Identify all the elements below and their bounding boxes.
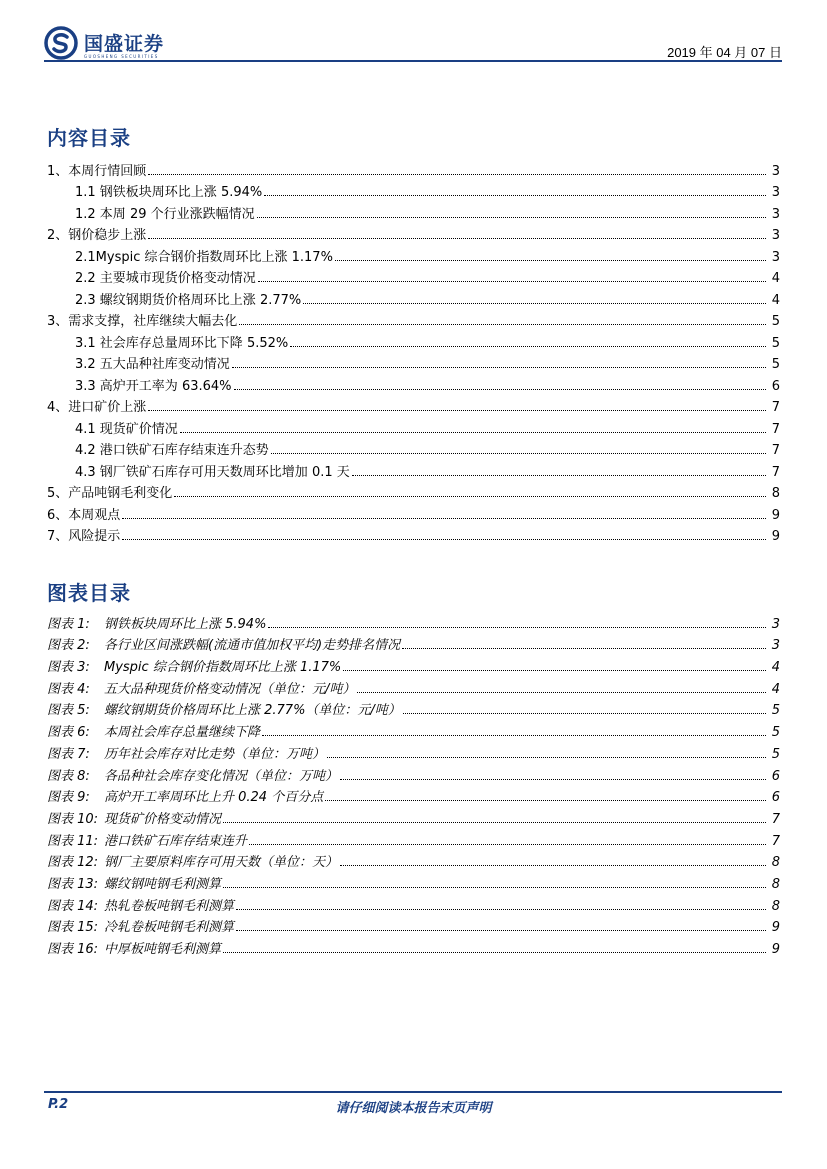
figure-dot-leader bbox=[402, 647, 766, 649]
toc-dot-leader bbox=[352, 474, 766, 476]
toc-entry-label: 1.2 本周 29 个行业涨跌幅情况 bbox=[75, 206, 255, 222]
toc-entry-page: 6 bbox=[771, 378, 780, 394]
figure-entry-page: 8 bbox=[771, 898, 780, 914]
figure-entry-page: 5 bbox=[771, 725, 780, 741]
report-date: 2019 年 04 月 07 日 bbox=[667, 45, 782, 60]
figure-entry[interactable] bbox=[47, 610, 780, 632]
figure-entry[interactable] bbox=[47, 827, 780, 849]
figure-entry-label: 钢铁板块周环比上涨 5.94% bbox=[104, 616, 267, 632]
figure-entry-label: 热轧卷板吨钢毛利测算 bbox=[104, 898, 235, 914]
header-divider bbox=[44, 60, 782, 62]
figure-entry-page: 8 bbox=[771, 876, 780, 892]
figure-entry-page: 7 bbox=[771, 811, 780, 827]
figure-entry-page: 4 bbox=[771, 660, 780, 676]
toc-entry[interactable] bbox=[47, 480, 780, 502]
toc-dot-leader bbox=[234, 388, 766, 390]
figure-entry-number: 图表 16: bbox=[47, 942, 99, 957]
logo-mark-icon bbox=[44, 26, 78, 60]
figure-dot-leader bbox=[223, 821, 766, 823]
toc-list bbox=[47, 157, 780, 544]
toc-entry[interactable] bbox=[47, 437, 780, 459]
toc-dot-leader bbox=[258, 280, 766, 282]
toc-entry-label: 3.2 五大品种社库变动情况 bbox=[75, 357, 230, 372]
toc-entry-page: 7 bbox=[771, 421, 780, 437]
toc-entry-page: 4 bbox=[771, 271, 780, 286]
figure-entry-label: 现货矿价格变动情况 bbox=[104, 811, 222, 827]
toc-entry-page: 3 bbox=[771, 206, 780, 222]
figure-dot-leader bbox=[262, 734, 766, 736]
toc-entry[interactable] bbox=[47, 458, 780, 480]
figure-dot-leader bbox=[223, 951, 766, 953]
toc-entry-page: 4 bbox=[771, 292, 780, 308]
page-number: P.2 bbox=[48, 1097, 69, 1112]
toc-dot-leader bbox=[148, 173, 766, 175]
figure-entry[interactable] bbox=[47, 653, 780, 675]
figure-entry[interactable] bbox=[47, 718, 780, 740]
toc-entry[interactable] bbox=[47, 329, 780, 351]
figure-entry-number: 图表 14: bbox=[47, 898, 99, 914]
figure-dot-leader bbox=[327, 756, 766, 758]
figure-entry-number: 图表 12: bbox=[47, 855, 99, 871]
toc-entry-label: 2.1Myspic 综合钢价指数周环比上涨 1.17% bbox=[75, 249, 333, 265]
toc-entry-page: 9 bbox=[771, 507, 780, 523]
toc-entry-page: 7 bbox=[771, 400, 780, 415]
toc-entry-page: 3 bbox=[771, 185, 780, 200]
figure-entry-number: 图表 10: bbox=[47, 811, 99, 827]
toc-entry-label: 6、本周观点 bbox=[47, 507, 121, 523]
figure-entry-label: 历年社会库存对比走势（单位：万吨） bbox=[104, 746, 326, 762]
toc-entry-page: 9 bbox=[771, 529, 780, 544]
figures-title: 图表目录 bbox=[47, 581, 131, 605]
toc-entry-label: 5、产品吨钢毛利变化 bbox=[47, 486, 173, 501]
figures-list bbox=[47, 610, 780, 957]
toc-dot-leader bbox=[148, 409, 766, 411]
figure-entry-label: 各品种社会库存变化情况（单位：万吨） bbox=[104, 768, 339, 784]
figure-entry-label: 螺纹钢期货价格周环比上涨 2.77%（单位：元/吨） bbox=[104, 703, 401, 719]
figure-entry[interactable] bbox=[47, 784, 780, 806]
figure-dot-leader bbox=[325, 799, 766, 801]
figure-entry-number: 图表 1: bbox=[47, 616, 90, 632]
toc-dot-leader bbox=[271, 452, 766, 454]
figure-entry-number: 图表 7: bbox=[47, 746, 90, 762]
figure-entry-number: 图表 2: bbox=[47, 638, 90, 654]
figure-entry[interactable] bbox=[47, 914, 780, 936]
toc-title: 内容目录 bbox=[47, 126, 131, 150]
figure-entry-page: 9 bbox=[771, 942, 780, 957]
figure-dot-leader bbox=[343, 669, 766, 671]
figure-entry-label: 五大品种现货价格变动情况（单位：元/吨） bbox=[104, 681, 356, 697]
toc-dot-leader bbox=[148, 237, 766, 239]
toc-entry-page: 3 bbox=[771, 228, 780, 243]
figure-entry[interactable] bbox=[47, 892, 780, 914]
toc-entry-page: 7 bbox=[771, 464, 780, 480]
figure-dot-leader bbox=[403, 712, 766, 714]
toc-dot-leader bbox=[122, 538, 766, 540]
toc-dot-leader bbox=[264, 194, 766, 196]
figure-dot-leader bbox=[340, 778, 766, 780]
figure-dot-leader bbox=[357, 691, 766, 693]
toc-entry[interactable] bbox=[47, 200, 780, 222]
figure-entry[interactable] bbox=[47, 805, 780, 827]
toc-entry[interactable] bbox=[47, 394, 780, 416]
toc-entry-page: 5 bbox=[771, 314, 780, 329]
toc-dot-leader bbox=[335, 259, 766, 261]
figure-dot-leader bbox=[268, 626, 766, 628]
page-header bbox=[44, 20, 782, 64]
figure-entry-label: 本周社会库存总量继续下降 bbox=[104, 725, 261, 741]
toc-entry[interactable] bbox=[47, 415, 780, 437]
figure-entry-label: 钢厂主要原料库存可用天数（单位：天） bbox=[104, 855, 339, 871]
toc-entry[interactable] bbox=[47, 351, 780, 373]
toc-entry-label: 4.3 钢厂铁矿石库存可用天数周环比增加 0.1 天 bbox=[75, 464, 350, 480]
figure-entry[interactable] bbox=[47, 632, 780, 654]
toc-dot-leader bbox=[232, 366, 766, 368]
figure-dot-leader bbox=[223, 886, 766, 888]
toc-dot-leader bbox=[290, 345, 766, 347]
footer-divider bbox=[44, 1091, 782, 1093]
figure-entry-page: 5 bbox=[771, 703, 780, 719]
figure-entry[interactable] bbox=[47, 675, 780, 697]
figure-entry-page: 7 bbox=[771, 833, 780, 849]
toc-entry[interactable] bbox=[47, 308, 780, 330]
figure-entry[interactable] bbox=[47, 870, 780, 892]
figure-dot-leader bbox=[236, 908, 766, 910]
toc-entry-label: 4.2 港口铁矿石库存结束连升态势 bbox=[75, 443, 269, 458]
toc-entry-page: 5 bbox=[771, 357, 780, 372]
figure-entry-number: 图表 8: bbox=[47, 768, 90, 784]
toc-entry[interactable] bbox=[47, 265, 780, 287]
toc-entry-label: 4.1 现货矿价情况 bbox=[75, 421, 178, 437]
figure-entry-label: 冷轧卷板吨钢毛利测算 bbox=[104, 920, 235, 936]
toc-entry-label: 3.1 社会库存总量周环比下降 5.52% bbox=[75, 335, 289, 351]
figure-dot-leader bbox=[249, 843, 766, 845]
figure-entry-page: 5 bbox=[771, 746, 780, 762]
toc-entry-label: 2、钢价稳步上涨 bbox=[47, 228, 147, 243]
toc-entry[interactable] bbox=[47, 523, 780, 545]
figure-dot-leader bbox=[236, 929, 766, 931]
toc-dot-leader bbox=[257, 216, 766, 218]
toc-entry-label: 3.3 高炉开工率为 63.64% bbox=[75, 378, 232, 394]
figure-entry-number: 图表 13: bbox=[47, 876, 99, 892]
figure-entry-label: 螺纹钢吨钢毛利测算 bbox=[104, 876, 222, 892]
figure-dot-leader bbox=[340, 864, 766, 866]
figure-entry-number: 图表 4: bbox=[47, 681, 90, 697]
toc-dot-leader bbox=[239, 323, 766, 325]
figure-entry-page: 3 bbox=[771, 638, 780, 654]
figure-entry[interactable] bbox=[47, 935, 780, 957]
figure-entry-page: 3 bbox=[771, 616, 780, 632]
toc-entry-label: 4、进口矿价上涨 bbox=[47, 400, 147, 415]
toc-entry-page: 8 bbox=[771, 486, 780, 501]
toc-entry-page: 5 bbox=[771, 335, 780, 351]
figure-entry[interactable] bbox=[47, 740, 780, 762]
figure-entry-number: 图表 3: bbox=[47, 660, 90, 676]
figure-entry-label: 港口铁矿石库存结束连升 bbox=[104, 833, 248, 849]
toc-entry[interactable] bbox=[47, 179, 780, 201]
toc-entry-label: 3、需求支撑，社库继续大幅去化 bbox=[47, 314, 238, 329]
figure-entry-page: 9 bbox=[771, 920, 780, 936]
toc-entry-page: 7 bbox=[771, 443, 780, 458]
toc-entry-label: 1.1 钢铁板块周环比上涨 5.94% bbox=[75, 185, 263, 200]
logo-text-cn: 国盛证券 bbox=[84, 33, 165, 55]
figure-entry-page: 4 bbox=[771, 681, 780, 697]
toc-entry-label: 7、风险提示 bbox=[47, 529, 121, 544]
toc-entry[interactable] bbox=[47, 222, 780, 244]
figure-entry-page: 6 bbox=[771, 790, 780, 806]
disclaimer-note: 请仔细阅读本报告末页声明 bbox=[335, 1101, 492, 1116]
toc-entry-page: 3 bbox=[771, 163, 780, 179]
logo-text-en: GUOSHENG SECURITIES bbox=[84, 54, 159, 59]
toc-dot-leader bbox=[303, 302, 766, 304]
figure-entry[interactable] bbox=[47, 849, 780, 871]
toc-entry[interactable] bbox=[47, 157, 780, 179]
figure-entry[interactable] bbox=[47, 762, 780, 784]
toc-entry[interactable] bbox=[47, 372, 780, 394]
toc-entry[interactable] bbox=[47, 501, 780, 523]
figure-entry-label: 各行业区间涨跌幅(流通市值加权平均)走势排名情况 bbox=[104, 638, 401, 654]
figure-entry-number: 图表 15: bbox=[47, 920, 99, 936]
toc-entry-label: 2.3 螺纹钢期货价格周环比上涨 2.77% bbox=[75, 292, 302, 308]
toc-entry[interactable] bbox=[47, 286, 780, 308]
figure-entry-number: 图表 5: bbox=[47, 703, 90, 719]
toc-entry-page: 3 bbox=[771, 249, 780, 265]
toc-entry[interactable] bbox=[47, 243, 780, 265]
figure-entry-number: 图表 11: bbox=[47, 833, 99, 849]
figure-entry-label: Myspic 综合钢价指数周环比上涨 1.17% bbox=[104, 660, 342, 676]
figure-entry-label: 高炉开工率周环比上升 0.24 个百分点 bbox=[104, 790, 324, 806]
figure-entry-page: 8 bbox=[771, 855, 780, 871]
figure-entry[interactable] bbox=[47, 697, 780, 719]
toc-entry-label: 2.2 主要城市现货价格变动情况 bbox=[75, 271, 256, 286]
figure-entry-label: 中厚板吨钢毛利测算 bbox=[104, 942, 222, 957]
toc-dot-leader bbox=[122, 517, 766, 519]
company-logo bbox=[44, 24, 194, 64]
figure-entry-number: 图表 6: bbox=[47, 725, 90, 741]
toc-dot-leader bbox=[180, 431, 766, 433]
toc-dot-leader bbox=[174, 495, 766, 497]
toc-entry-label: 1、本周行情回顾 bbox=[47, 163, 147, 179]
figure-entry-number: 图表 9: bbox=[47, 790, 90, 806]
figure-entry-page: 6 bbox=[771, 768, 780, 784]
